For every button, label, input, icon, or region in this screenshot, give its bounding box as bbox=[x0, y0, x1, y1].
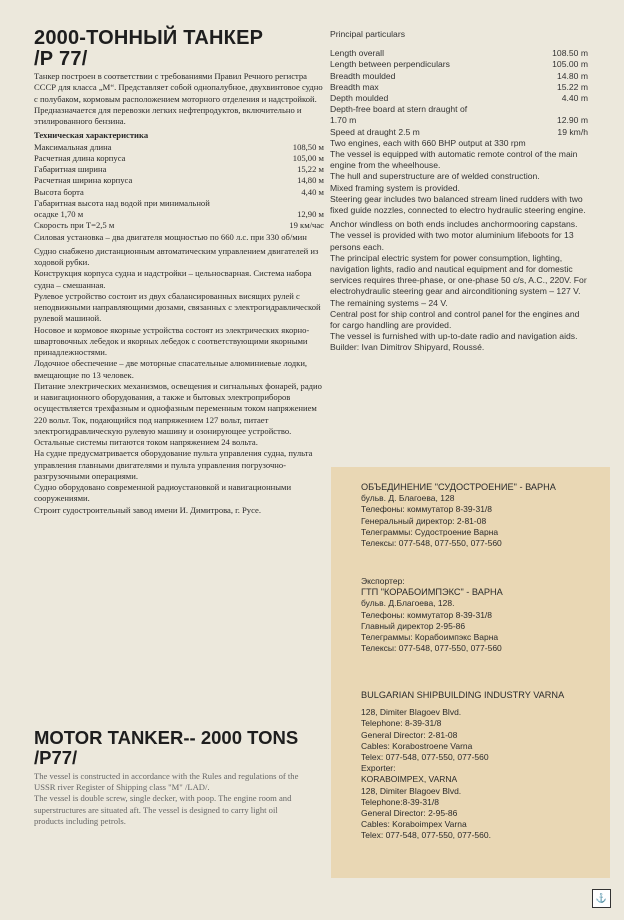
ru-paragraph: Питание электрических механизмов, освещения и сигнальных фонарей, радио и навигационного оборудования, а также и бытовых электроприборов осуществляется трехфазным и однофазным переменным током напряжением 220 вольт. Ток, подающийся под напряжением 127 вольт, питает электрогидравлическую рулевую машину и озонирующее устройство. Остальные системы питаются током напряжением 24 вольта. bbox=[34, 380, 322, 447]
spec-value: 105.00 m bbox=[552, 59, 588, 70]
spec-value: 108.50 m bbox=[552, 48, 588, 59]
spec-label: Расчетная ширина корпуса bbox=[34, 175, 133, 186]
address-line: ОБЪЕДИНЕНИЕ "СУДОСТРОЕНИЕ" - ВАРНА bbox=[361, 482, 556, 492]
en-body bbox=[34, 771, 299, 827]
en-body-paragraph: The vessel is constructed in accordance with the Rules and regulations of the USSR river Register of Shipping class "M" /LAD/. bbox=[34, 771, 299, 793]
spec-label: Breadth moulded bbox=[330, 70, 396, 81]
address-line: Telex: 077-548, 077-550, 077-560. bbox=[361, 830, 491, 841]
spec-label: Максимальная длина bbox=[34, 141, 112, 152]
spec-label: Расчетная длина корпуса bbox=[34, 152, 126, 163]
en-depth-free-line1: Depth-free board at stern draught of bbox=[330, 104, 468, 115]
ru-spec-row bbox=[34, 164, 324, 175]
spec-value: 4,40 м bbox=[301, 186, 324, 197]
en-paragraph: Two engines, each with 660 BHP output at 330 rpm bbox=[330, 137, 526, 148]
spec-value: 14,80 м bbox=[297, 175, 324, 186]
en-paragraph: The principal electric system for power consumption, lighting, navigation lights, radio and nautical equipment and for domestic services requires three-phase, or one-phase 50 c/s, A.C., 220V. For electrohydraulic steering gear and airconditioning system – 127 V. The remaining systems – 24 V. bbox=[330, 252, 587, 308]
en-paragraph: Central post for ship control and control panel for the engines and for cargo handling are provided. bbox=[330, 308, 580, 331]
address-line: Телексы: 077-548, 077-550, 077-560 bbox=[361, 538, 502, 549]
ru-paragraph: Носовое и кормовое якорные устройства состоят из электрических якорно-швартовочных лебедок и якорных лебедок с соответствующими якорными принадлежностями. bbox=[34, 324, 310, 357]
spec-value: 15,22 м bbox=[297, 164, 324, 174]
address-line: Телефоны: коммутатор 8-39-31/8 bbox=[361, 609, 493, 620]
spec-value: 19 км/час bbox=[289, 220, 324, 231]
address-line: ГТП "КОРАБОИМПЭКС" - ВАРНА bbox=[361, 587, 503, 598]
spec-value: 105,00 м bbox=[292, 152, 324, 163]
ru-spec-row bbox=[34, 175, 324, 186]
en-spec-row bbox=[330, 82, 588, 93]
ru-title-line1: 2000-ТОННЫЙ ТАНКЕР bbox=[34, 27, 264, 49]
address-line: Экспортер: bbox=[361, 576, 405, 586]
spec-value: 19 km/h bbox=[557, 126, 588, 137]
spec-label: Length overall bbox=[330, 48, 384, 59]
ru-spec-draught-line1: Габаритная высота над водой при минимальной bbox=[34, 197, 210, 208]
address-block-en bbox=[361, 690, 564, 842]
spec-label: Depth moulded bbox=[330, 93, 389, 104]
en-paragraph: Builder: Ivan Dimitrov Shipyard, Roussé. bbox=[330, 342, 485, 353]
ru-spec-row bbox=[34, 209, 324, 220]
spec-value: 14.80 m bbox=[556, 70, 588, 81]
spec-value: 108,50 м bbox=[292, 141, 324, 152]
spec-label: осадке 1,70 м bbox=[34, 209, 84, 219]
address-line: Telephone:8-39-31/8 bbox=[361, 796, 439, 807]
address-block-ru-2 bbox=[361, 576, 503, 654]
en-paragraph: Steering gear includes two balanced stream lined rudders with two fixed guide nozzles, connected to electro hydraulic steering engine. bbox=[330, 193, 586, 216]
en-paragraph: The vessel is furnished with up-to-date radio and navigation aids. bbox=[330, 331, 578, 342]
spec-value: 12.90 m bbox=[556, 115, 588, 126]
address-line: Главный директор 2-95-86 bbox=[361, 620, 466, 631]
spec-label: Breadth max bbox=[330, 81, 379, 92]
en-spec-row bbox=[330, 71, 588, 82]
address-line: Телефоны: коммутатор 8-39-31/8 bbox=[361, 504, 493, 515]
address-line: Телеграммы: Корабоимпэкс Варна bbox=[361, 632, 499, 643]
en-paragraph: The vessel is equipped with automatic remote control of the main engine from the wheelhouse. bbox=[330, 149, 578, 171]
address-line: Телеграммы: Судостроение Варна bbox=[361, 526, 499, 537]
ru-intro-2: Предназначается для перевозки легких нефтепродуктов, включительно и этилированного бензина. bbox=[34, 104, 302, 126]
address-line: Генеральный директор: 2-81-08 bbox=[361, 515, 487, 526]
address-line: General Director: 2-95-86 bbox=[361, 808, 458, 819]
address-line: Exporter: bbox=[361, 763, 396, 774]
en-paragraph: The hull and superstructure are of welded construction. bbox=[330, 171, 540, 182]
en-spec-row bbox=[330, 93, 588, 104]
en-spec-row bbox=[330, 48, 588, 59]
ru-paragraph: На судне предусматривается оборудование пульта управления судна, пульта управления главными двигателями и пульта управления погрузочно-разгрузочными операциями. bbox=[34, 448, 313, 481]
ru-paragraph: Конструкция корпуса судна и надстройки – цельносварная. Система набора судна – смешанная. bbox=[34, 268, 312, 290]
address-line: Telephone: 8-39-31/8 bbox=[361, 718, 442, 729]
address-line: General Director: 2-81-08 bbox=[361, 729, 458, 740]
address-line: бульв. Д. Благоева, 128 bbox=[361, 493, 455, 504]
en-title bbox=[34, 728, 298, 768]
ru-spec-row bbox=[34, 220, 324, 231]
address-line: 128, Dimiter Blagoev Blvd. bbox=[361, 785, 462, 796]
spec-label: Высота борта bbox=[34, 186, 84, 197]
address-line: Телексы: 077-548, 077-550, 077-560 bbox=[361, 643, 502, 654]
en-title-line1: MOTOR TANKER-- 2000 TONS bbox=[34, 727, 299, 748]
en-spec-row bbox=[330, 127, 588, 138]
address-line: 128, Dimiter Blagoev Blvd. bbox=[361, 707, 462, 718]
ru-paragraph: Строит судостроительный завод имени И. Димитрова, г. Русе. bbox=[34, 504, 261, 515]
en-paragraph: Mixed framing system is provided. bbox=[330, 182, 460, 193]
address-line: Telex: 077-548, 077-550, 077-560 bbox=[361, 752, 489, 763]
en-paragraph: The vessel is provided with two motor aluminium lifeboots for 13 persons each. bbox=[330, 230, 574, 252]
en-body-paragraph: The vessel is double screw, single decker, with poop. The engine room and superstructures are situated aft. The vessel is designed to carry light oil products including petrols. bbox=[34, 793, 292, 826]
en-title-line2: /P77/ bbox=[34, 747, 78, 768]
anchor-logo-icon: ⚓ bbox=[592, 889, 611, 908]
ru-paragraph: Судно снабжено дистанционным автоматическим управлением двигателей из ходовой рубки. bbox=[34, 245, 319, 267]
ru-intro-1: Танкер построен в соответствии с требованиями Правил Речного регистра СССР для класса „М“. Представляет собой однопалубное, двухвинтовое судно с полубаком, кормовым расположением моторного отделения и надстройкой. bbox=[34, 71, 323, 104]
spec-label: Габаритная ширина bbox=[34, 164, 107, 174]
ru-spec-row bbox=[34, 187, 324, 198]
spec-label: 1.70 m bbox=[330, 115, 357, 126]
spec-label: Speed at draught 2.5 m bbox=[330, 126, 420, 137]
ru-paragraph: Судно оборудовано современной радиоустановкой и навигационными сооружениями. bbox=[34, 482, 292, 504]
spec-value: 4.40 m bbox=[561, 93, 588, 104]
address-block-ru-1 bbox=[361, 482, 556, 549]
ru-spec-row bbox=[34, 153, 324, 164]
ru-paragraph: Лодочное обеспечение – две моторные спасательные алюминиевые лодки, вмещающие по 13 человек. bbox=[34, 358, 308, 380]
en-spec-row bbox=[330, 115, 588, 126]
ru-body bbox=[34, 71, 324, 516]
en-particulars-heading: Principal particulars bbox=[330, 29, 405, 39]
address-line: Cables: Koraboimpex Varna bbox=[361, 819, 467, 830]
en-particulars bbox=[330, 29, 588, 354]
address-line: Cables: Korabostroene Varna bbox=[361, 740, 473, 751]
address-line: бульв. Д.Благоева, 128. bbox=[361, 598, 455, 609]
spec-label: Скорость при Т=2,5 м bbox=[34, 220, 115, 231]
address-line: BULGARIAN SHIPBUILDING INDUSTRY VARNA bbox=[361, 690, 565, 700]
ru-spec-row bbox=[34, 142, 324, 153]
en-paragraph: Anchor windless on both ends includes anchormooring capstans. bbox=[330, 219, 578, 230]
address-line: KORABOIMPEX, VARNA bbox=[361, 774, 458, 785]
ru-title-line2: /Р 77/ bbox=[34, 48, 88, 70]
ru-spec-power: Силовая установка – два двигателя мощностью по 660 л.с. при 330 об/мин bbox=[34, 231, 307, 242]
spec-value: 15.22 m bbox=[556, 81, 588, 92]
spec-label: Length between perpendiculars bbox=[330, 59, 450, 70]
ru-title bbox=[34, 28, 263, 70]
en-spec-row bbox=[330, 59, 588, 70]
ru-paragraph: Рулевое устройство состоит из двух сбалансированных висящих рулей с неподвижными направляющими дюзами, связанных с электрогидравлической рулевой машиной. bbox=[34, 290, 321, 324]
ru-spec-title: Техническая характеристика bbox=[34, 130, 149, 141]
spec-value: 12,90 м bbox=[297, 209, 324, 219]
